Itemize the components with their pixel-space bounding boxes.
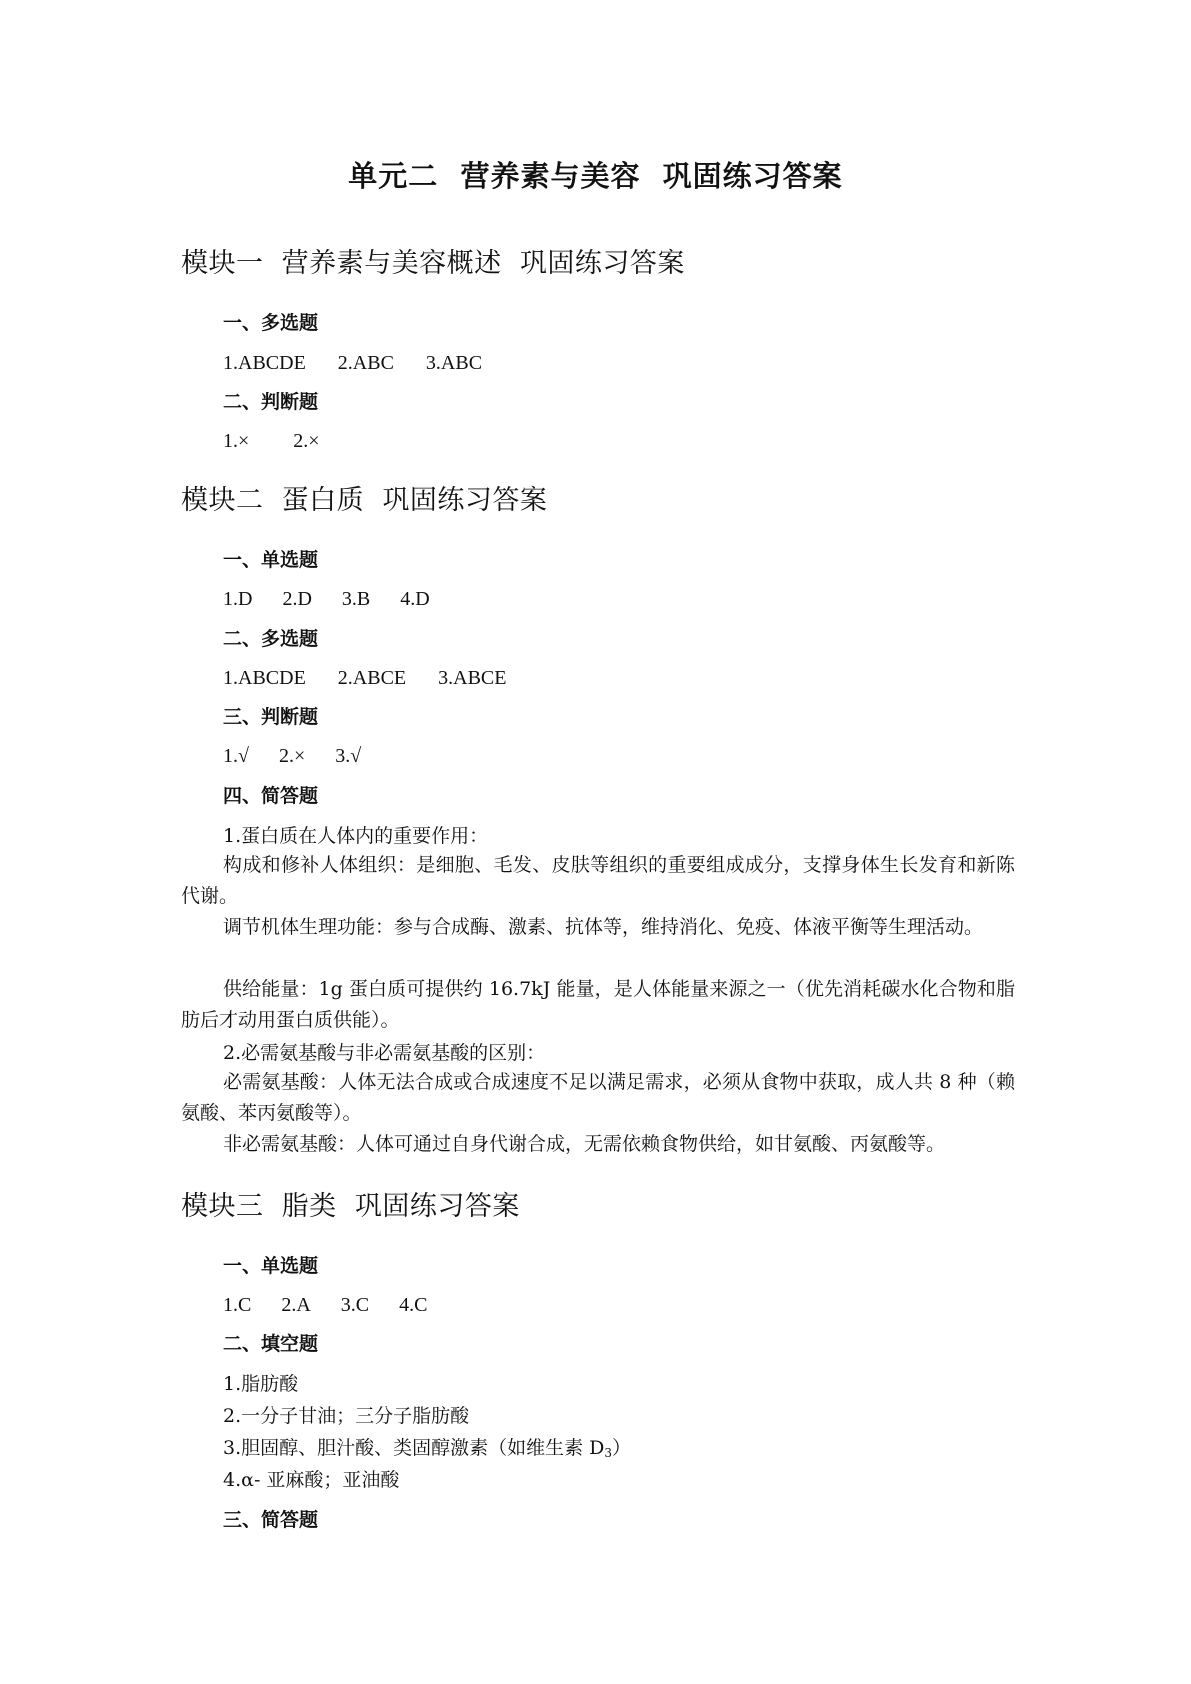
answer-paragraph: 构成和修补人体组织：是细胞、毛发、皮肤等组织的重要组成成分，支撑身体生长发育和新陈代谢。 (181, 854, 1015, 907)
answer-item: 3.C (340, 1294, 370, 1316)
module-title: 模块一 营养素与美容概述 巩固练习答案 (181, 248, 685, 279)
fill-answer: 2.一分子甘油；三分子脂肪酸 (223, 1405, 470, 1427)
answer-item: 4.D (400, 588, 430, 610)
answer-item: 2.ABC (337, 352, 394, 374)
section-heading: 二、判断题 (223, 391, 319, 413)
answer-item: 1.× (223, 430, 250, 452)
fill-answer (223, 1435, 631, 1466)
answer-row (223, 743, 361, 769)
answer-item: 1.C (223, 1294, 252, 1316)
answer-paragraph: 2.必需氨基酸与非必需氨基酸的区别： (223, 1042, 546, 1064)
answer-paragraph: 调节机体生理功能：参与合成酶、激素、抗体等，维持消化、免疫、体液平衡等生理活动。 (223, 916, 984, 938)
answer-item: 1.ABCDE (223, 667, 306, 689)
answer-item: 1.√ (223, 745, 249, 767)
answer-row (223, 665, 506, 691)
answer-item: 2.× (278, 745, 306, 767)
answer-item: 2.A (281, 1294, 311, 1316)
answer-item: 4.C (399, 1294, 428, 1316)
section-heading: 一、单选题 (223, 549, 319, 571)
answer-item: 1.ABCDE (223, 352, 306, 374)
fill-answer-text: ） (612, 1437, 632, 1459)
fill-answer: 4.α- 亚麻酸；亚油酸 (223, 1469, 400, 1491)
answer-item: 3.√ (335, 745, 362, 767)
fill-answer-text: 3.胆固醇、胆汁酸、类固醇激素（如维生素 D (223, 1437, 605, 1459)
module-title: 模块二 蛋白质 巩固练习答案 (181, 485, 548, 516)
answer-item: 3.B (341, 588, 371, 610)
answer-paragraph: 供给能量：1g 蛋白质可提供约 16.7kJ 能量，是人体能量来源之一（优先消耗碳水化合物和脂肪后才动用蛋白质供能）。 (181, 978, 1015, 1031)
section-heading: 三、判断题 (223, 706, 319, 728)
answer-row (223, 350, 482, 376)
answer-paragraph: 必需氨基酸：人体无法合成或合成速度不足以满足需求，必须从食物中获取，成人共 8 种（赖氨酸、苯丙氨酸等）。 (181, 1071, 1015, 1124)
section-heading: 一、单选题 (223, 1255, 319, 1277)
answer-item: 1.D (223, 588, 253, 610)
answer-item: 2.× (293, 430, 320, 452)
answer-row (223, 428, 320, 454)
answer-paragraph: 非必需氨基酸：人体可通过自身代谢合成，无需依赖食物供给，如甘氨酸、丙氨酸等。 (223, 1133, 946, 1155)
module-title: 模块三 脂类 巩固练习答案 (181, 1191, 520, 1222)
page-title: 单元二 营养素与美容 巩固练习答案 (348, 159, 843, 193)
section-heading: 二、多选题 (223, 628, 319, 650)
answer-item: 2.D (282, 588, 312, 610)
section-heading: 三、简答题 (223, 1509, 319, 1531)
fill-answer: 1.脂肪酸 (223, 1373, 299, 1395)
section-heading: 一、多选题 (223, 312, 319, 334)
answer-item: 3.ABCE (438, 667, 507, 689)
answer-row (223, 1292, 427, 1318)
answer-item: 3.ABC (425, 352, 483, 374)
answer-row (223, 586, 430, 612)
answer-item: 2.ABCE (337, 667, 407, 689)
subscript: 3 (604, 1446, 613, 1460)
answer-paragraph: 1.蛋白质在人体内的重要作用： (223, 825, 489, 847)
section-heading: 二、填空题 (223, 1333, 319, 1355)
section-heading: 四、简答题 (223, 785, 319, 807)
